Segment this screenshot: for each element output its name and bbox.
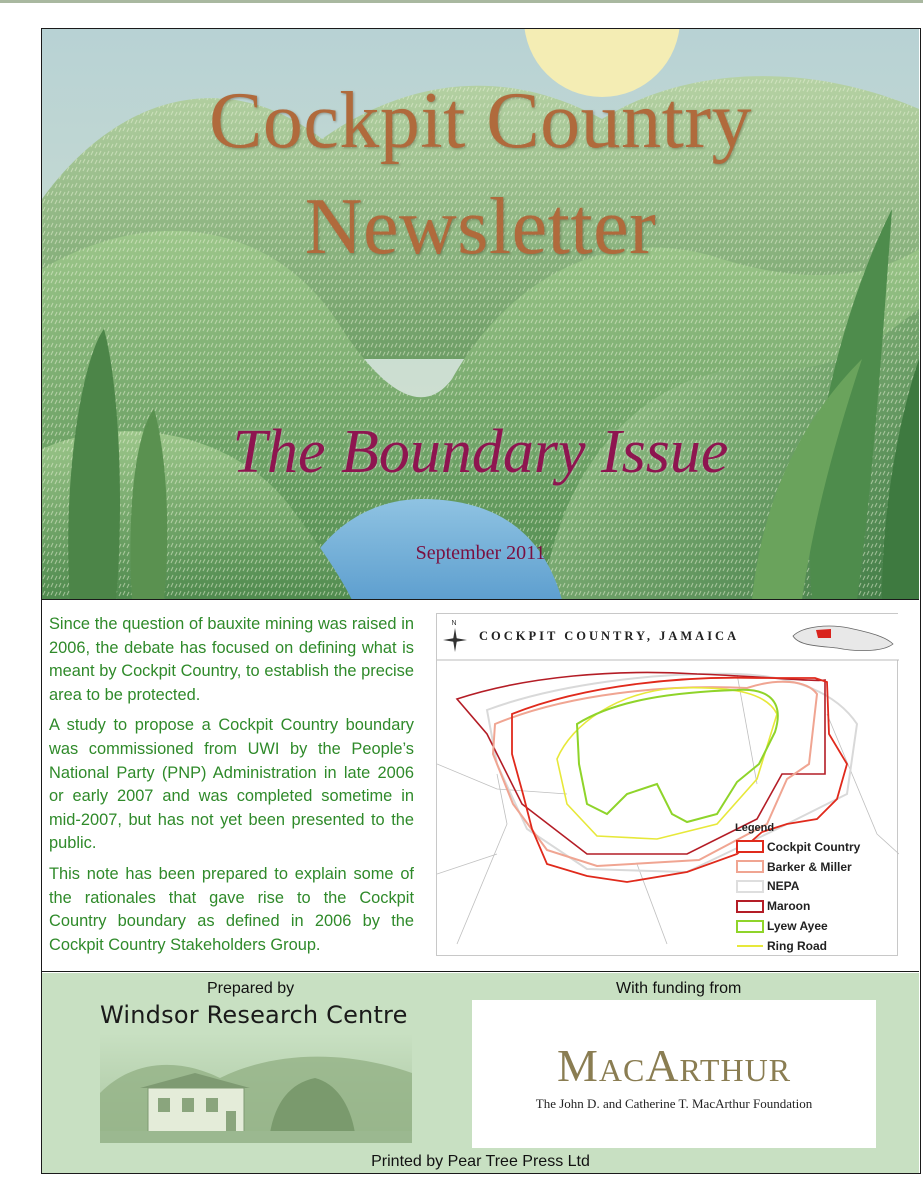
macarthur-foundation-name: The John D. and Catherine T. MacArthur Foundation (535, 1096, 813, 1111)
legend-label: Maroon (767, 899, 811, 914)
legend-item (735, 936, 885, 956)
intro-paragraph: Since the question of bauxite mining was raised in 2006, the debate has focused on defining what is meant by Cockpit Country, to establish the precise area to be protected. (49, 615, 414, 704)
cover-illustration (42, 29, 919, 600)
credits-footer (42, 973, 919, 1173)
legend-label: NEPA (767, 879, 800, 894)
compass-rose-icon (443, 620, 467, 652)
macarthur-wordmark: MacArthur (556, 1040, 792, 1091)
windsor-house-photo (100, 1033, 412, 1143)
intro-paragraph: A study to propose a Cockpit Country boundary was commissioned from UWI by the People’s National Party (PNP) Administration in late 2006 or early 2007 and was completed sometime in mid-2007, but has not yet been presented to the public. (49, 716, 414, 853)
prepared-by-label: Prepared by (207, 980, 295, 997)
boundary-map (436, 613, 898, 956)
legend-label: Lyew Ayee (767, 919, 828, 934)
legend-item (735, 916, 885, 936)
intro-section (42, 601, 919, 972)
newsletter-title-line-2: Newsletter (304, 183, 657, 271)
map-title: COCKPIT COUNTRY, JAMAICA (479, 629, 740, 643)
top-rule (0, 0, 923, 3)
newsletter-title-line-1: Cockpit Country (208, 77, 753, 165)
map-legend (735, 822, 885, 956)
legend-label: Barker & Miller (767, 859, 852, 874)
legend-item (735, 837, 885, 857)
legend-item (735, 857, 885, 877)
compass-north-label: N (451, 620, 457, 627)
macarthur-logo (472, 1000, 876, 1148)
intro-paragraph: This note has been prepared to explain some of the rationales that gave rise to the Cockpit Country boundary as defined in 2006 by the Cockpit Country Stakeholders Group. (49, 864, 414, 954)
legend-item (735, 896, 885, 916)
printer-credit: Printed by Pear Tree Press Ltd (371, 1153, 590, 1170)
issue-title: The Boundary Issue (232, 418, 729, 486)
legend-label: Cockpit Country (767, 839, 861, 854)
legend-label: Ring Road (767, 938, 827, 953)
legend-item (735, 877, 885, 897)
issue-date: September 2011 (415, 542, 546, 564)
jamaica-inset-map (784, 614, 899, 660)
funding-label: With funding from (616, 980, 742, 997)
intro-text (49, 613, 414, 964)
newsletter-page (41, 28, 921, 1174)
windsor-research-centre-name: Windsor Research Centre (100, 1001, 408, 1029)
legend-title: Legend (735, 822, 775, 834)
